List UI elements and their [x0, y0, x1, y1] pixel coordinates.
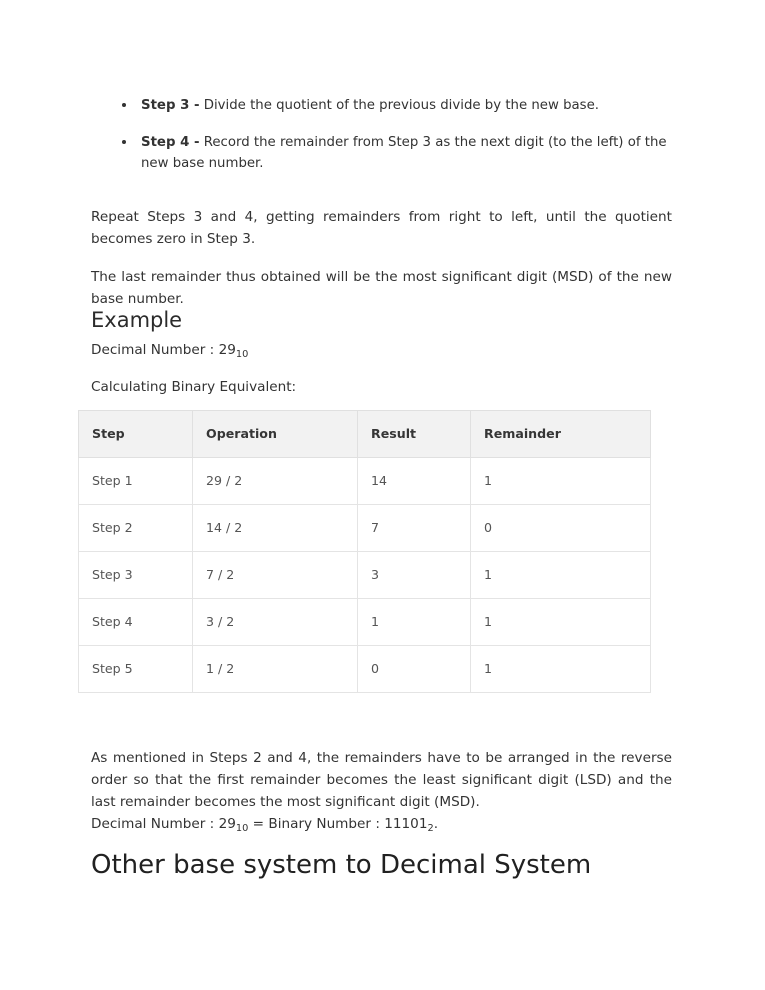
cell-step: Step 5: [79, 646, 193, 693]
result-binary-value: 11101: [384, 816, 428, 832]
column-header-operation: Operation: [193, 411, 358, 458]
table-body: [79, 458, 651, 693]
cell-operation: 3 / 2: [193, 599, 358, 646]
column-header-remainder: Remainder: [471, 411, 651, 458]
step-label: Step 3 -: [141, 98, 200, 113]
paragraph-repeat-steps: Repeat Steps 3 and 4, getting remainders from right to left, until the quotient becomes zero in Step 3.: [91, 208, 672, 247]
cell-result: 14: [358, 458, 471, 505]
cell-step: Step 2: [79, 505, 193, 552]
step-label: Step 4 -: [141, 135, 200, 150]
decimal-number-value: 29: [218, 342, 236, 358]
cell-operation: 1 / 2: [193, 646, 358, 693]
table-header-row: [79, 411, 651, 458]
cell-operation: 7 / 2: [193, 552, 358, 599]
paragraph-last-remainder: The last remainder thus obtained will be the most significant digit (MSD) of the new base number.: [91, 268, 672, 307]
list-item: [120, 132, 676, 174]
result-middle: = Binary Number :: [248, 816, 385, 832]
steps-bullet-list: [120, 95, 676, 190]
cell-remainder: 1: [471, 646, 651, 693]
cell-operation: 14 / 2: [193, 505, 358, 552]
calculating-binary-line: Calculating Binary Equivalent:: [91, 379, 297, 395]
decimal-number-subscript: 10: [235, 348, 249, 360]
cell-step: Step 4: [79, 599, 193, 646]
result-binary-subscript: 2: [427, 822, 434, 834]
list-item: [120, 95, 676, 116]
decimal-number-line: [91, 339, 248, 363]
step-text: Divide the quotient of the previous divide by the new base.: [199, 98, 600, 113]
decimal-number-prefix: Decimal Number :: [91, 342, 219, 358]
cell-remainder: 0: [471, 505, 651, 552]
cell-remainder: 1: [471, 599, 651, 646]
cell-remainder: 1: [471, 458, 651, 505]
result-prefix: Decimal Number :: [91, 816, 219, 832]
table-row: [79, 599, 651, 646]
paragraph-as-mentioned: As mentioned in Steps 2 and 4, the remainders have to be arranged in the reverse order so that the first remainder becomes the least significant digit (LSD) and the last remainder becomes the most significant digit (MSD).: [91, 749, 672, 810]
table-row: [79, 505, 651, 552]
table-row: [79, 552, 651, 599]
result-decimal-value: 29: [218, 816, 236, 832]
table-header: [79, 411, 651, 458]
column-header-result: Result: [358, 411, 471, 458]
binary-conversion-table: [78, 410, 651, 693]
cell-step: Step 1: [79, 458, 193, 505]
cell-result: 0: [358, 646, 471, 693]
result-suffix: .: [433, 816, 439, 832]
result-decimal-subscript: 10: [235, 822, 249, 834]
table-row: [79, 646, 651, 693]
heading-example: Example: [91, 308, 183, 332]
column-header-step: Step: [79, 411, 193, 458]
cell-result: 7: [358, 505, 471, 552]
step-text: Record the remainder from Step 3 as the next digit (to the left) of the new base number.: [141, 135, 667, 171]
cell-remainder: 1: [471, 552, 651, 599]
conversion-result-line: [91, 813, 438, 837]
cell-operation: 29 / 2: [193, 458, 358, 505]
cell-result: 3: [358, 552, 471, 599]
cell-result: 1: [358, 599, 471, 646]
cell-step: Step 3: [79, 552, 193, 599]
table-row: [79, 458, 651, 505]
heading-other-base-system: Other base system to Decimal System: [91, 850, 592, 880]
